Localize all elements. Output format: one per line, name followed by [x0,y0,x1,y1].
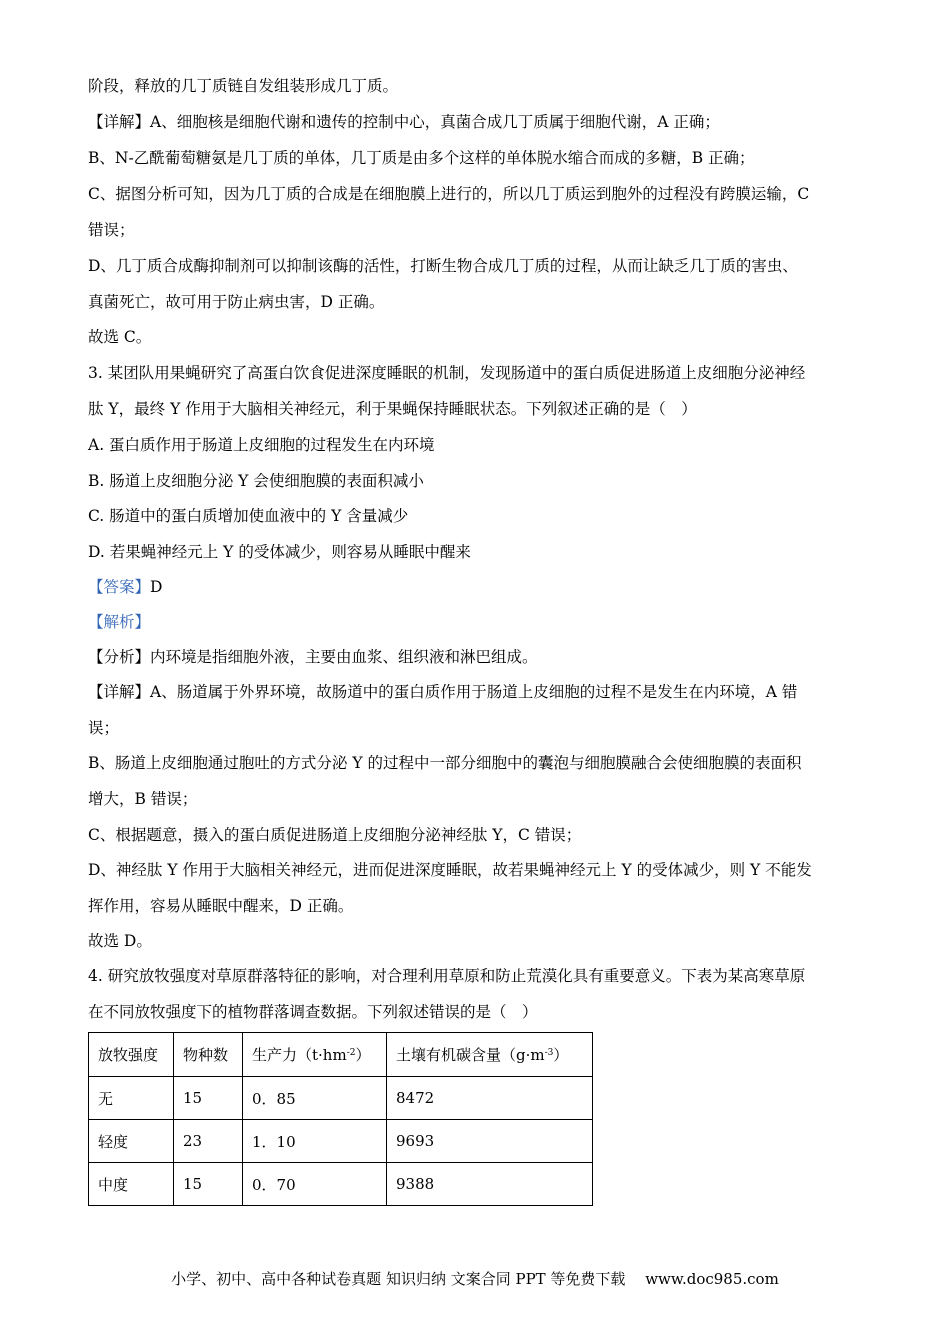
option-a: A. 蛋白质作用于肠道上皮细胞的过程发生在内环境 [88,436,435,454]
grazing-data-table [88,1032,593,1206]
text-line: 阶段，释放的几丁质链自发组装形成几丁质。 [88,77,399,95]
table-cell: 15 [174,1077,243,1120]
option-d: D. 若果蝇神经元上 Y 的受体减少，则容易从睡眠中醒来 [88,543,471,561]
table-header-cell: 生产力$(t\cdot hm^{-2})$ [243,1033,387,1077]
question-3-stem: 3. 某团队用果蝇研究了高蛋白饮食促进深度睡眠的机制，发现肠道中的蛋白质促进肠道上皮细胞分泌神经 [88,364,806,382]
text-line: B、肠道上皮细胞通过胞吐的方式分泌 Y 的过程中一部分细胞中的囊泡与细胞膜融合会使细胞膜的表面积 [88,754,802,772]
text-line: D、几丁质合成酶抑制剂可以抑制该酶的活性，打断生物合成几丁质的过程，从而让缺乏几丁质的害虫、 [88,257,798,275]
answer-value: D [150,578,163,596]
table-row [89,1077,593,1120]
table-cell: 23 [174,1120,243,1163]
table-cell: 15 [174,1163,243,1206]
table-cell: 8472 [387,1077,593,1120]
option-b: B. 肠道上皮细胞分泌 Y 会使细胞膜的表面积减小 [88,472,424,490]
table-cell: 1．10 [243,1120,387,1163]
text-line: 误； [88,719,120,737]
table-cell: 9693 [387,1120,593,1163]
table-header-cell: 土壤有机碳含量$(g\cdot m^{-3})$ [387,1033,593,1077]
table-cell: 中度 [89,1163,174,1206]
text-line: B、N-乙酰葡萄糖氨是几丁质的单体，几丁质是由多个这样的单体脱水缩合而成的多糖，B 正确； [88,149,755,167]
table-cell: 9388 [387,1163,593,1206]
text-line: 故选 C。 [88,328,152,346]
text-line: C、据图分析可知，因为几丁质的合成是在细胞膜上进行的，所以几丁质运到胞外的过程没有跨膜运输，C [88,185,810,203]
answer-label: 【答案】 [88,578,151,596]
table-header-cell: 放牧强度 [89,1033,174,1077]
table-row [89,1120,593,1163]
question-4-stem: 4. 研究放牧强度对草原群落特征的影响，对合理利用草原和防止荒漠化具有重要意义。下表为某高寒草原 [88,967,806,985]
table-cell: 轻度 [89,1120,174,1163]
text-line: 真菌死亡，故可用于防止病虫害，D 正确。 [88,293,385,311]
text-line: 【详解】A、细胞核是细胞代谢和遗传的控制中心，真菌合成几丁质属于细胞代谢，A 正确； [88,113,720,131]
page-footer: 小学、初中、高中各种试卷真题 知识归纳 文案合同 PPT 等免费下载 www.doc985.com [171,1270,779,1288]
text-line: C、根据题意，摄入的蛋白质促进肠道上皮细胞分泌神经肽 Y，C 错误； [88,826,582,844]
answer-line [88,576,878,598]
analysis-label: 【解析】 [88,613,151,631]
text-line: 挥作用，容易从睡眠中醒来，D 正确。 [88,897,354,915]
table-cell: 0．85 [243,1077,387,1120]
table-header-cell: 物种数 [174,1033,243,1077]
text-line: 【详解】A、肠道属于外界环境，故肠道中的蛋白质作用于肠道上皮细胞的过程不是发生在内环境，A 错 [88,683,798,701]
text-line: 故选 D。 [88,932,152,950]
table-cell: 无 [89,1077,174,1120]
question-3-stem: 肽 Y，最终 Y 作用于大脑相关神经元，利于果蝇保持睡眠状态。下列叙述正确的是（ ） [88,400,697,418]
question-4-stem: 在不同放牧强度下的植物群落调查数据。下列叙述错误的是（ ） [88,1003,538,1021]
text-line: 【分析】内环境是指细胞外液，主要由血浆、组织液和淋巴组成。 [88,648,538,666]
text-line: 增大，B 错误； [88,790,198,808]
text-line: 错误； [88,221,135,239]
table-header-row [89,1033,593,1077]
table-row [89,1163,593,1206]
text-line: D、神经肽 Y 作用于大脑相关神经元，进而促进深度睡眠，故若果蝇神经元上 Y 的受体减少，则 Y 不能发 [88,861,812,879]
table-cell: 0．70 [243,1163,387,1206]
option-c: C. 肠道中的蛋白质增加使血液中的 Y 含量减少 [88,507,409,525]
